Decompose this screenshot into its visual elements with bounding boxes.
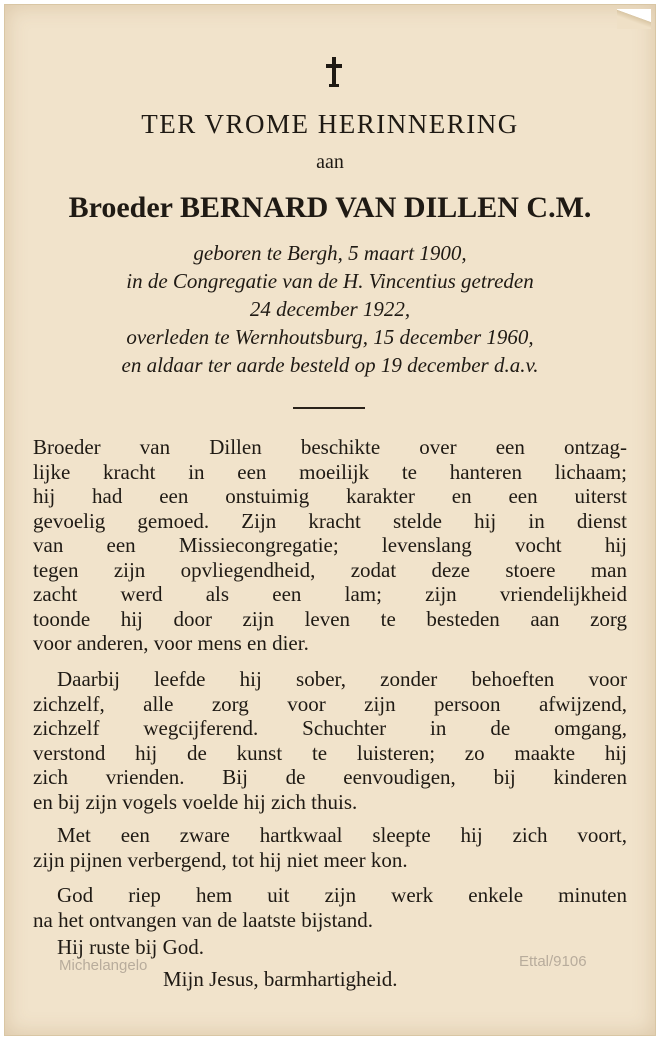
print-number-stamp: Ettal/9106 (519, 953, 587, 970)
text-line: voor anderen, voor mens en dier. (33, 631, 309, 655)
paragraph-4 (33, 883, 627, 932)
bio-line: overleden te Wernhoutsburg, 15 december 1960, (126, 325, 534, 349)
prayer-card (4, 4, 656, 1036)
paragraph-2 (33, 667, 627, 814)
text-line: en bij zijn vogels voelde hij zich thuis. (33, 789, 358, 814)
divider (293, 407, 365, 409)
text-line: van een Missiecongregatie; levenslang vocht hij (33, 533, 627, 557)
text-line: zich vrienden. Bij de eenvoudigen, bij kinderen (33, 765, 627, 789)
text-line: Broeder van Dillen beschikte over een ontzag- (33, 435, 627, 459)
text-line: tegen zijn opvliegendheid, zodat deze stoere man (33, 557, 627, 582)
text-line: Daarbij leefde hij sober, zonder behoeften voor (57, 667, 627, 691)
closing-prayer: Mijn Jesus, barmhartigheid. (163, 967, 398, 991)
heading: TER VROME HERINNERING (141, 109, 519, 139)
text-line: zichzelf, alle zorg voor zijn persoon afwijzend, (33, 691, 627, 716)
deceased-name: Broeder BERNARD VAN DILLEN C.M. (68, 191, 592, 224)
paragraph-3 (33, 823, 627, 872)
folded-corner (617, 9, 651, 29)
text-line: zichzelf wegcijferend. Schuchter in de omgang, (33, 716, 627, 740)
text-line: gevoelig gemoed. Zijn kracht stelde hij in dienst (33, 508, 627, 533)
bio-line: 24 december 1922, (249, 297, 411, 321)
text-line: zacht werd als een lam; zijn vriendelijkheid (33, 582, 627, 606)
text-line: lijke kracht in een moeilijk te hanteren lichaam; (33, 459, 627, 484)
paragraph-1 (33, 435, 627, 656)
text-line: na het ontvangen van de laatste bijstand. (33, 907, 373, 932)
text-line: zijn pijnen verbergend, tot hij niet meer kon. (33, 847, 408, 872)
text-line: hij had een onstuimig karakter en een uiterst (33, 484, 627, 508)
bio-line: en aldaar ter aarde besteld op 19 december d.a.v. (121, 353, 539, 377)
bio-line: in de Congregatie van de H. Vincentius getreden (126, 269, 534, 293)
text-line: God riep hem uit zijn werk enkele minuten (57, 883, 627, 907)
text-line: toonde hij door zijn leven te besteden aan zorg (33, 606, 627, 631)
closing-line: Hij ruste bij God. (57, 935, 204, 959)
text-line: verstond hij de kunst te luisteren; zo maakte hij (33, 740, 627, 765)
dedication-word: aan (316, 151, 344, 173)
cross-icon (323, 57, 345, 87)
bio-line: geboren te Bergh, 5 maart 1900, (193, 241, 467, 265)
text-line: Met een zware hartkwaal sleepte hij zich voort, (57, 823, 627, 847)
publisher-stamp: Michelangelo (59, 957, 148, 974)
